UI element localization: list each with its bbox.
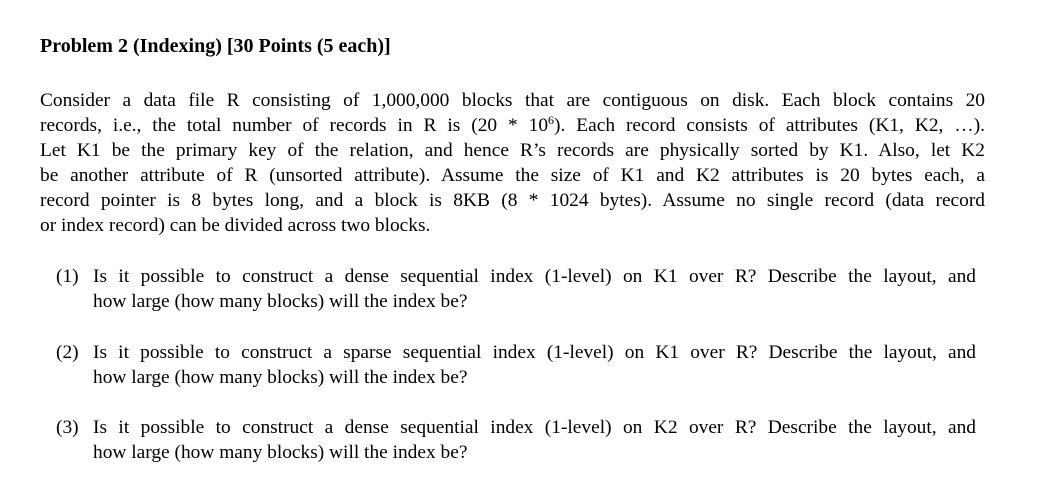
question-text <box>93 264 976 314</box>
problem-title: Problem 2 (Indexing) [30 Points (5 each)] <box>40 35 391 57</box>
description-line <box>40 113 985 138</box>
question-line: Is it possible to construct a dense sequential index (1-level) on K1 over R? Describe the layout, and <box>93 266 976 287</box>
description-line: or index record) can be divided across two blocks. <box>40 215 431 236</box>
question-number: (1) <box>56 266 79 287</box>
description-text: ). Each record consists of attributes (K1, K2, …). <box>554 115 985 136</box>
question-3 <box>56 415 976 465</box>
question-line: how large (how many blocks) will the index be? <box>93 367 468 388</box>
question-line: how large (how many blocks) will the index be? <box>93 291 468 312</box>
description-line: be another attribute of R (unsorted attribute). Assume the size of K1 and K2 attributes is 20 bytes each, a <box>40 165 985 186</box>
problem-description <box>40 88 985 238</box>
description-line: Consider a data file R consisting of 1,000,000 blocks that are contiguous on disk. Each block contains 20 <box>40 90 985 111</box>
description-line: record pointer is 8 bytes long, and a block is 8KB (8 * 1024 bytes). Assume no single record (data record <box>40 190 985 211</box>
question-2 <box>56 340 976 390</box>
question-line: Is it possible to construct a sparse sequential index (1-level) on K1 over R? Describe the layout, and <box>93 342 976 363</box>
description-line: Let K1 be the primary key of the relation, and hence R’s records are physically sorted by K1. Also, let K2 <box>40 140 985 161</box>
question-text <box>93 340 976 390</box>
exponent: 6 <box>548 113 555 127</box>
question-number: (2) <box>56 342 79 363</box>
question-1 <box>56 264 976 314</box>
description-text: records, i.e., the total number of records in R is (20 * 10 <box>40 115 549 136</box>
question-text <box>93 415 976 465</box>
question-line: how large (how many blocks) will the index be? <box>93 442 468 463</box>
question-line: Is it possible to construct a dense sequential index (1-level) on K2 over R? Describe the layout, and <box>93 417 976 438</box>
question-number: (3) <box>56 417 79 438</box>
